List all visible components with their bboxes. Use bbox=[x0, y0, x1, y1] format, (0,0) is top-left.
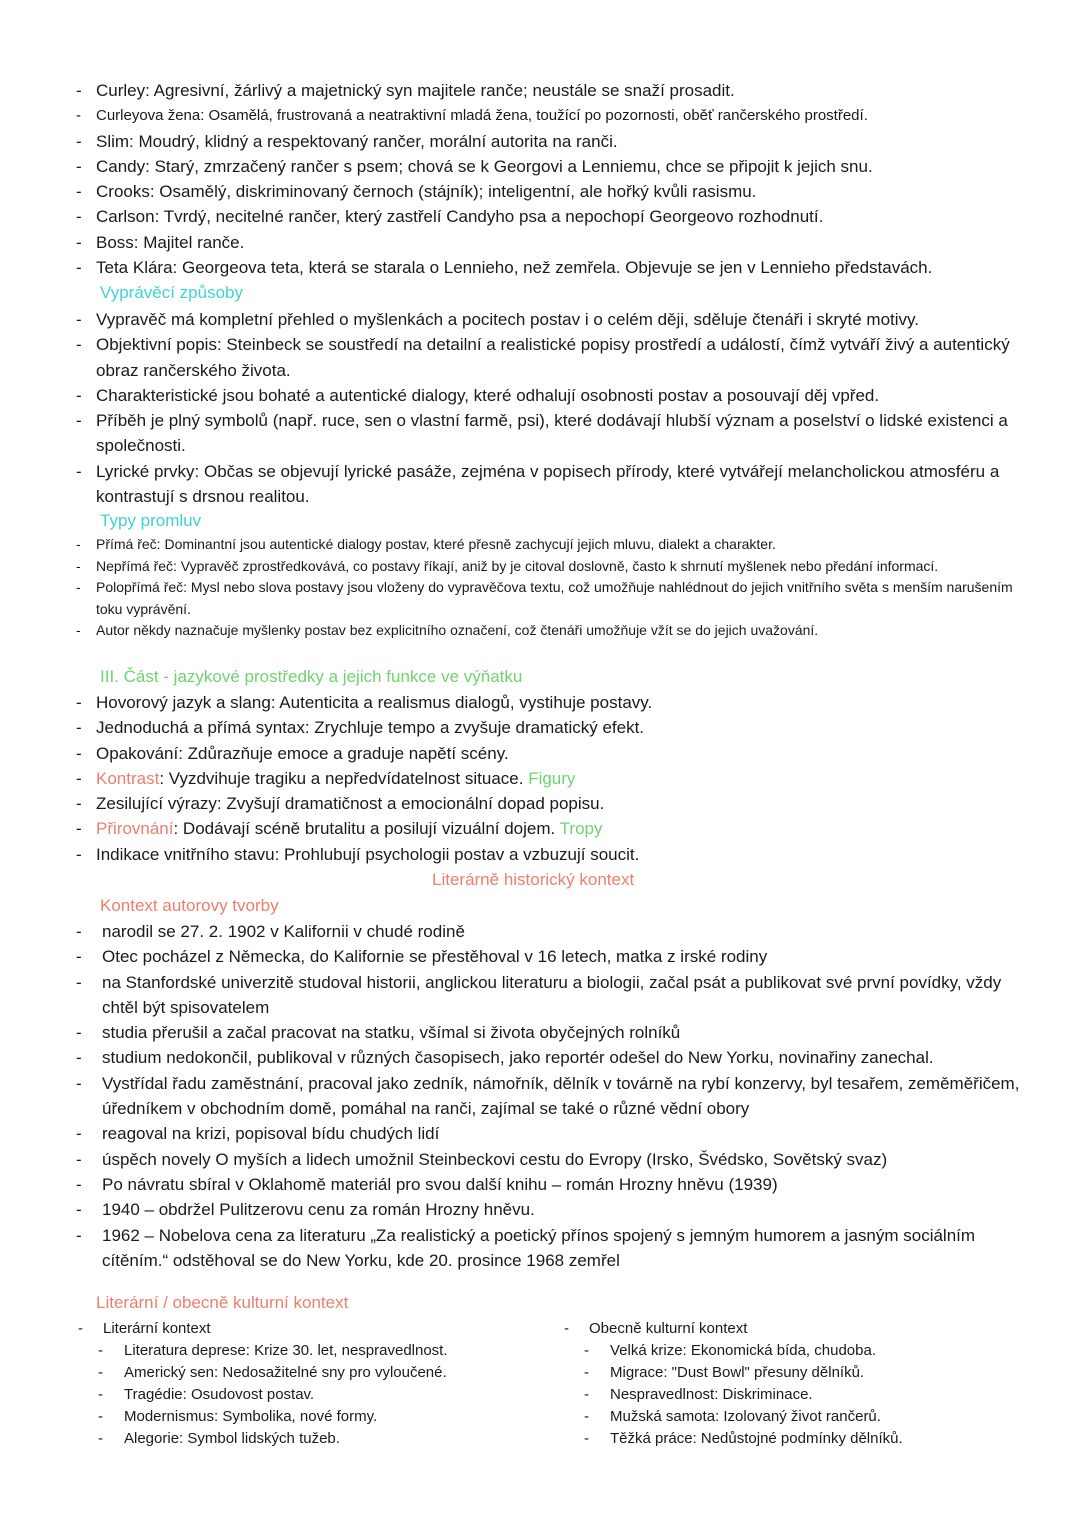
list-item: - Velká krize: Ekonomická bída, chudoba. bbox=[562, 1340, 1042, 1362]
item-lead: Kontrast bbox=[96, 768, 160, 788]
list-item bbox=[0, 791, 1080, 816]
cultural-context-column bbox=[562, 1318, 1042, 1450]
list-item: - Curley: Agresivní, žárlivý a majetnický syn majitele ranče; neustále se snaží prosadit. bbox=[0, 78, 1080, 103]
item-text: Opakování: Zdůrazňuje emoce a graduje napětí scény. bbox=[96, 743, 509, 763]
item-lead: Přirovnání bbox=[96, 819, 174, 839]
list-item: - Modernismus: Symbolika, nové formy. bbox=[76, 1406, 556, 1428]
item-text: : Vyzdvihuje tragiku a nepředvídatelnost situace. bbox=[159, 768, 529, 788]
list-item: - 1940 – obdržel Pulitzerovu cenu za román Hrozny hněvu. bbox=[0, 1197, 1080, 1222]
list-item bbox=[0, 842, 1080, 867]
author-context-heading: Kontext autorovy tvorby bbox=[100, 896, 279, 915]
item-text: : Dodávají scéně brutalitu a posilují vizuální dojem. bbox=[173, 819, 560, 839]
list-item bbox=[0, 816, 1080, 841]
item-tag: Tropy bbox=[559, 819, 603, 839]
list-item: - Tragédie: Osudovost postav. bbox=[76, 1384, 556, 1406]
list-item: - narodil se 27. 2. 1902 v Kalifornii v chudé rodině bbox=[0, 919, 1080, 944]
list-item: - Curleyova žena: Osamělá, frustrovaná a neatraktivní mladá žena, toužící po pozornosti, oběť rančerského prostředí. bbox=[0, 103, 1080, 128]
list-item: - Americký sen: Nedosažitelné sny pro vyloučené. bbox=[76, 1362, 556, 1384]
narration-list bbox=[0, 307, 1080, 509]
list-item: - reagoval na krizi, popisoval bídu chudých lidí bbox=[0, 1121, 1080, 1146]
list-item: - Candy: Starý, zmrzačený rančer s psem; chová se k Georgovi a Lenniemu, chce se připojit k jejich snu. bbox=[0, 154, 1080, 179]
list-item: - na Stanfordské univerzitě studoval historii, anglickou literaturu a biologii, začal psát a publikovat své první povídky, vždy chtěl být spisovatelem bbox=[0, 970, 1080, 1021]
list-item: - Přímá řeč: Dominantní jsou autentické dialogy postav, které přesně zachycují jejich mluvu, dialekt a charakter. bbox=[0, 534, 1080, 556]
author-context-list bbox=[0, 919, 1080, 1273]
part3-list bbox=[0, 690, 1080, 867]
column-title: - Obecně kulturní kontext bbox=[562, 1318, 1042, 1340]
list-item: - studia přerušil a začal pracovat na statku, všímal si života obyčejných rolníků bbox=[0, 1020, 1080, 1045]
list-item: - Charakteristické jsou bohaté a autentické dialogy, které odhalují osobnosti postav a posouvají děj vpřed. bbox=[0, 383, 1080, 408]
item-text: Zesilující výrazy: Zvyšují dramatičnost a emocionální dopad popisu. bbox=[96, 794, 605, 814]
item-text: Jednoduchá a přímá syntax: Zrychluje tempo a zvyšuje dramatický efekt. bbox=[96, 718, 645, 738]
list-item: - studium nedokončil, publikoval v různých časopisech, jako reportér odešel do New Yorku, novinařiny zanechal. bbox=[0, 1045, 1080, 1070]
item-tag: Figury bbox=[528, 768, 576, 788]
list-item: - Vystřídal řadu zaměstnání, pracoval jako zedník, námořník, dělník v továrně na rybí konzervy, byl tesařem, zeměměřičem, úředníkem v obchodním domě, pomáhal na ranči, zajímal se také o různé vědní obory bbox=[0, 1071, 1080, 1122]
list-item: - Nespravedlnost: Diskriminace. bbox=[562, 1384, 1042, 1406]
list-item: - Polopřímá řeč: Mysl nebo slova postavy jsou vloženy do vypravěčova textu, což umožňuje nahlédnout do jejich vnitřního světa s menším narušením toku vyprávění. bbox=[0, 577, 1080, 620]
list-item: - Crooks: Osamělý, diskriminovaný černoch (stájník); inteligentní, ale hořký kvůli rasismu. bbox=[0, 179, 1080, 204]
list-item: - Migrace: "Dust Bowl" přesuny dělníků. bbox=[562, 1362, 1042, 1384]
character-list bbox=[0, 78, 1080, 280]
list-item: - Autor někdy naznačuje myšlenky postav bez explicitního označení, což čtenáři umožňuje vžít se do jejich uvažování. bbox=[0, 620, 1080, 642]
list-item: - Vypravěč má kompletní přehled o myšlenkách a pocitech postav i o celém ději, sděluje čtenáři i skryté motivy. bbox=[0, 307, 1080, 332]
list-item: - Teta Klára: Georgeova teta, která se starala o Lennieho, než zemřela. Objevuje se jen v Lennieho představách. bbox=[0, 255, 1080, 280]
part3-heading: III. Část - jazykové prostředky a jejich funkce ve výňatku bbox=[100, 667, 523, 686]
list-item: - Slim: Moudrý, klidný a respektovaný rančer, morální autorita na ranči. bbox=[0, 129, 1080, 154]
list-item: - 1962 – Nobelova cena za literaturu „Za realistický a poetický přínos spojený s jemným humorem a jasným sociálním cítěním.“ odstěhoval se do New Yorku, kde 20. prosince 1968 zemřel bbox=[0, 1223, 1080, 1274]
lit-history-title: Literárně historický kontext bbox=[432, 870, 635, 889]
list-item bbox=[0, 690, 1080, 715]
list-item: - Těžká práce: Nedůstojné podmínky dělníků. bbox=[562, 1428, 1042, 1450]
list-item bbox=[0, 715, 1080, 740]
list-item: - Mužská samota: Izolovaný život rančerů. bbox=[562, 1406, 1042, 1428]
list-item: - úspěch novely O myších a lidech umožnil Steinbeckovi cestu do Evropy (Irsko, Švédsko, Sovětský svaz) bbox=[0, 1147, 1080, 1172]
list-item: - Carlson: Tvrdý, necitelné rančer, který zastřelí Candyho psa a nepochopí Georgeovo rozhodnutí. bbox=[0, 204, 1080, 229]
cultural-heading: Literární / obecně kulturní kontext bbox=[96, 1293, 349, 1312]
speech-list bbox=[0, 534, 1080, 642]
list-item: - Po návratu sbíral v Oklahomě materiál pro svou další knihu – román Hrozny hněvu (1939) bbox=[0, 1172, 1080, 1197]
column-title: - Literární kontext bbox=[76, 1318, 556, 1340]
list-item: - Otec pocházel z Německa, do Kalifornie se přestěhoval v 16 letech, matka z irské rodiny bbox=[0, 944, 1080, 969]
list-item: - Příběh je plný symbolů (např. ruce, sen o vlastní farmě, psi), které dodávají hlubší význam a poselství o lidské existenci a společnosti. bbox=[0, 408, 1080, 459]
list-item bbox=[0, 766, 1080, 791]
speech-heading: Typy promluv bbox=[100, 511, 202, 530]
list-item: - Alegorie: Symbol lidských tužeb. bbox=[76, 1428, 556, 1450]
list-item: - Nepřímá řeč: Vypravěč zprostředkovává, co postavy říkají, aniž by je citoval doslovně, často k shrnutí myšlenek nebo předání informací. bbox=[0, 556, 1080, 578]
list-item: - Objektivní popis: Steinbeck se soustředí na detailní a realistické popisy prostředí a událostí, čímž vytváří živý a autentický obraz rančerského života. bbox=[0, 332, 1080, 383]
list-item: - Boss: Majitel ranče. bbox=[0, 230, 1080, 255]
list-item: - Lyrické prvky: Občas se objevují lyrické pasáže, zejména v popisech přírody, které vytvářejí melancholickou atmosféru a kontrastují s drsnou realitou. bbox=[0, 459, 1080, 510]
item-text: Indikace vnitřního stavu: Prohlubují psychologii postav a vzbuzují soucit. bbox=[96, 844, 640, 864]
narration-heading: Vyprávěcí způsoby bbox=[100, 283, 243, 302]
list-item: - Literatura deprese: Krize 30. let, nespravedlnost. bbox=[76, 1340, 556, 1362]
literary-context-column bbox=[76, 1318, 556, 1450]
item-text: Hovorový jazyk a slang: Autenticita a realismus dialogů, vystihuje postavy. bbox=[96, 693, 653, 712]
list-item bbox=[0, 741, 1080, 766]
